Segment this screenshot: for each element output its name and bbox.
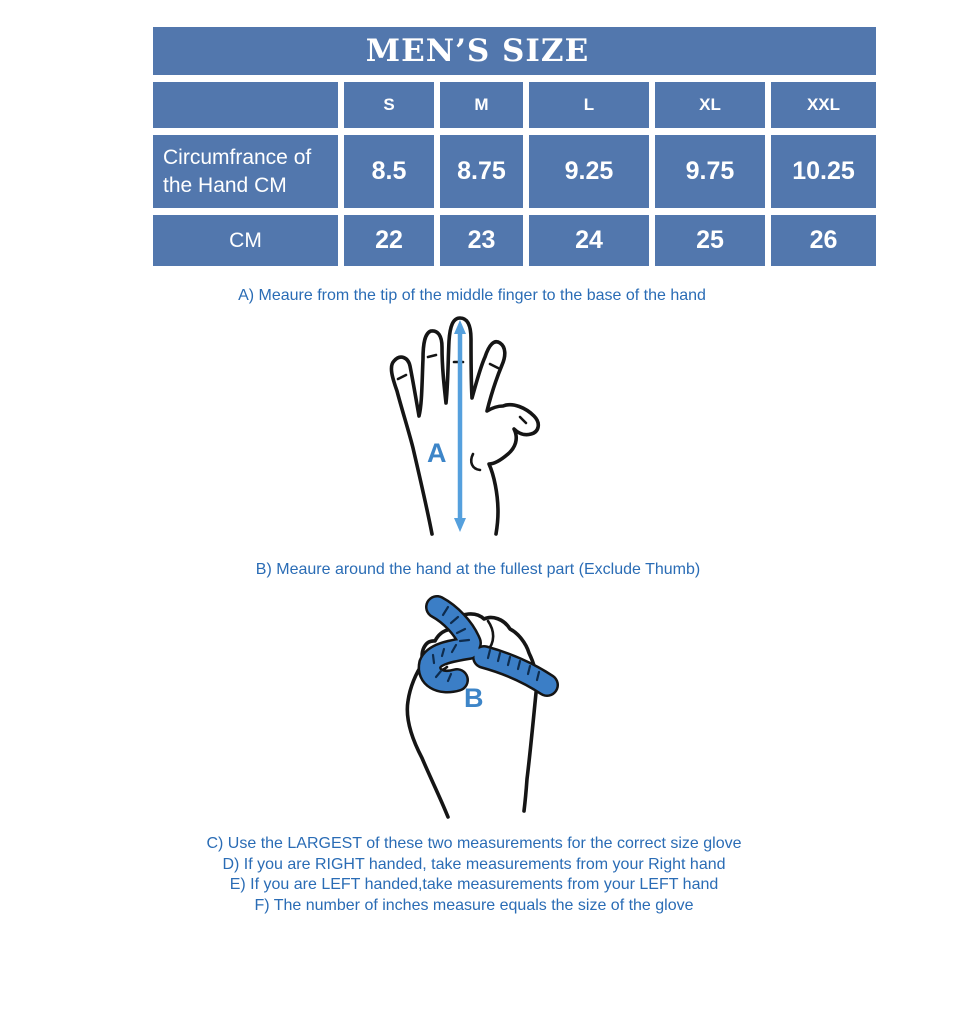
circumference-value-l: 9.25 bbox=[529, 135, 649, 208]
circumference-value-xl: 9.75 bbox=[655, 135, 765, 208]
instruction-a: A) Meaure from the tip of the middle finger to the base of the hand bbox=[238, 287, 706, 304]
cm-value-m: 23 bbox=[440, 215, 523, 266]
corner-cell bbox=[153, 82, 338, 128]
instruction-b: B) Meaure around the hand at the fullest part (Exclude Thumb) bbox=[255, 561, 701, 578]
diagram-label-a: A bbox=[427, 438, 447, 468]
cm-value-xxl: 26 bbox=[771, 215, 876, 266]
cm-value-s: 22 bbox=[344, 215, 434, 266]
diagram-label-b: B bbox=[464, 683, 484, 713]
row-label-circumference: Circumfrance of the Hand CM bbox=[153, 135, 338, 208]
hand-circumference-diagram bbox=[392, 593, 572, 823]
circumference-value-m: 8.75 bbox=[440, 135, 523, 208]
row-label-cm: CM bbox=[153, 215, 338, 266]
measure-arrow-icon bbox=[454, 320, 466, 532]
table-title: MEN’S SIZE bbox=[153, 27, 876, 75]
circumference-value-xxl: 10.25 bbox=[771, 135, 876, 208]
instructions-block bbox=[0, 834, 952, 916]
size-header-m: M bbox=[440, 82, 523, 128]
instruction-d: D) If you are RIGHT handed, take measurements from your Right hand bbox=[222, 855, 726, 873]
cm-value-l: 24 bbox=[529, 215, 649, 266]
size-header-xxl: XXL bbox=[771, 82, 876, 128]
size-header-l: L bbox=[529, 82, 649, 128]
size-header-s: S bbox=[344, 82, 434, 128]
size-header-xl: XL bbox=[655, 82, 765, 128]
instruction-f: F) The number of inches measure equals the size of the glove bbox=[254, 896, 694, 914]
open-hand-icon bbox=[391, 318, 538, 534]
circumference-value-s: 8.5 bbox=[344, 135, 434, 208]
size-table bbox=[153, 27, 876, 266]
instruction-c: C) Use the LARGEST of these two measurements for the correct size glove bbox=[206, 835, 742, 852]
instruction-e: E) If you are LEFT handed,take measurements from your LEFT hand bbox=[229, 876, 719, 893]
cm-value-xl: 25 bbox=[655, 215, 765, 266]
hand-length-diagram bbox=[372, 313, 562, 550]
